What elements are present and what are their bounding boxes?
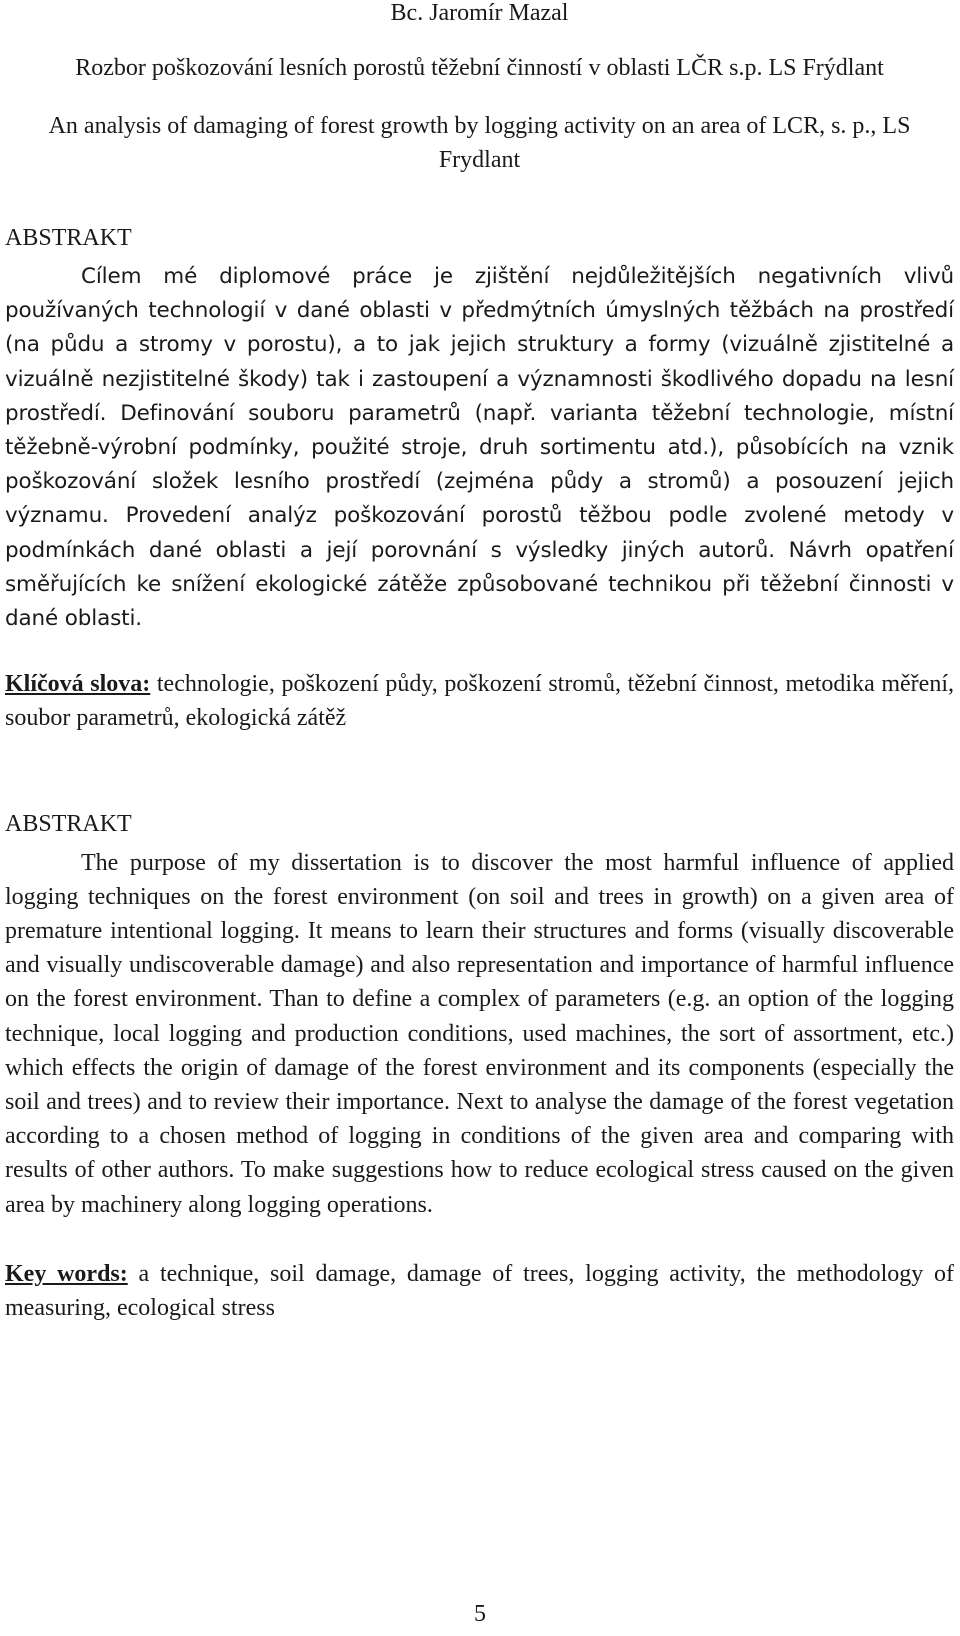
- keywords-label-czech: Klíčová slova:: [5, 671, 151, 698]
- thesis-title-czech: Rozbor poškozování lesních porostů těžební činností v oblasti LČR s.p. LS Frýdlant: [75, 55, 884, 81]
- abstract-text-czech: Cílem mé diplomové práce je zjištění nejdůležitějších negativních vlivů používaných technologií v dané oblasti v předmýtních úmyslných těžbách na prostředí (na půdu a stromy v porostu), a to jak jejich struktury a formy (vizuálně zjistitelné a vizuálně nezjistitelné škody) tak i zastoupení a významnosti škodlivého dopadu na lesní prostředí. Definování souboru parametrů (např. varianta těžební technologie, místní těžebně-výrobní podmínky, použité stroje, druh sortimentu atd.), působících na vznik poškozování složek lesního prostředí (zejména půdy a stromů) a posouzení jejich významu. Provedení analýz poškozování porostů těžbou podle zvolené metody v podmínkách dané oblasti a její porovnání s výsledky jiných autorů. Návrh opatření směřujících ke snížení ekologické zátěže způsobované technikou při těžební činnosti v dané oblasti.: [5, 264, 954, 632]
- keywords-label-english: Key words:: [5, 1260, 128, 1287]
- abstract-heading-english: ABSTRAKT: [5, 810, 132, 837]
- abstract-heading-czech: ABSTRAKT: [5, 225, 132, 251]
- document-page: [5, 0, 954, 1325]
- keywords-list-czech: technologie, poškození půdy, poškození stromů, těžební činnost, metodika měření, soubor parametrů, ekologická zátěž: [5, 671, 954, 732]
- author-name: Bc. Jaromír Mazal: [390, 0, 569, 26]
- page-number: 5: [474, 1601, 486, 1627]
- keywords-czech: [5, 667, 954, 735]
- keywords-list-english: a technique, soil damage, damage of trees, logging activity, the methodology of measuring, ecological stress: [5, 1260, 955, 1322]
- abstract-text-english: The purpose of my dissertation is to discover the most harmful influence of applied logging techniques on the forest environment (on soil and trees in growth) on a given area of premature intentional logging. It means to learn their structures and forms (visually discoverable and visually undiscoverable damage) and also representation and importance of harmful influence on the forest environment. Than to define a complex of parameters (e.g. an option of the logging technique, local logging and production conditions, used machines, the sort of assortment, etc.) which effects the origin of damage of the forest environment and its components (especially the soil and trees) and to review their importance. Next to analyse the damage of the forest vegetation according to a chosen method of logging in conditions of the given area and comparing with results of other authors. To make suggestions how to reduce ecological stress caused on the given area by machinery along logging operations.: [5, 849, 954, 1218]
- keywords-english: [5, 1257, 954, 1325]
- thesis-title-english: An analysis of damaging of forest growth by logging activity on an area of LCR, s. p., LS Frydlant: [48, 113, 911, 173]
